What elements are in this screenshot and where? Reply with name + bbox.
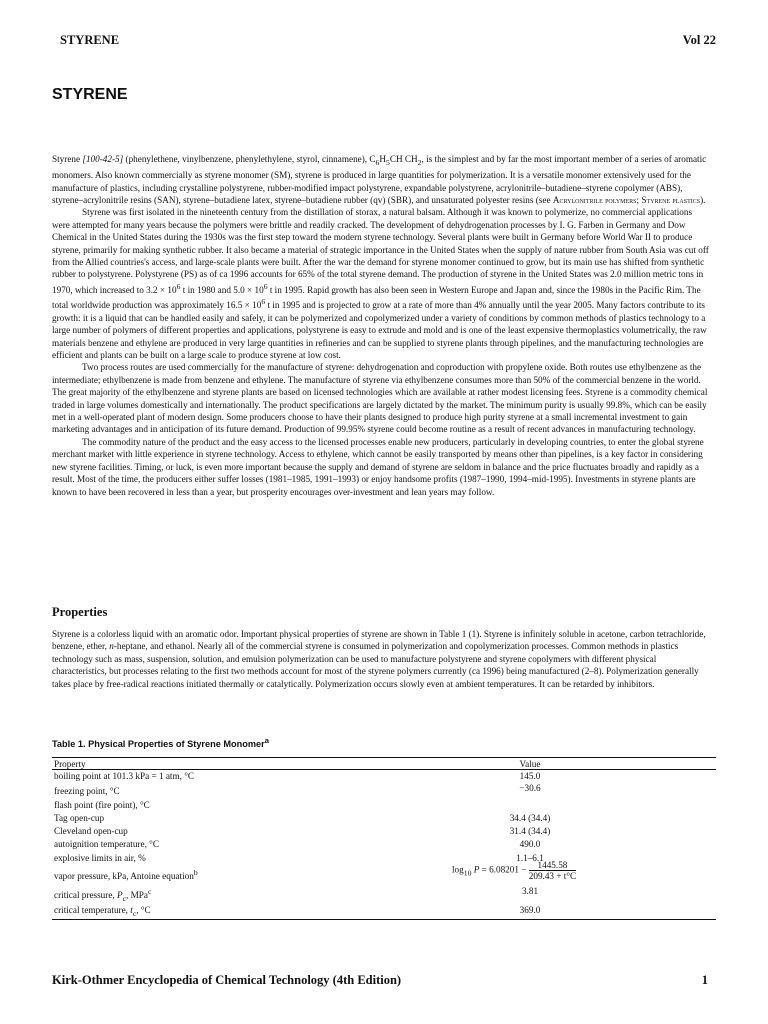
properties-section [52,628,712,690]
article-title: STYRENE [52,86,128,103]
table-rule-header [52,769,716,770]
table-row-property: critical pressure, $P_c$, MPa$^c$ [54,887,152,903]
table-rule-bottom [52,919,716,920]
table-row-property: Cleveland open-cup [54,826,128,836]
table-row-value: 1.1–6.1 [516,853,544,863]
column-header-property: Property [54,759,86,769]
cross-ref-acrylonitrile[interactable]: Acrylonitrile polymers [552,195,637,206]
running-header-volume: Vol 22 [682,33,716,47]
table-row-value: −30.6 [519,783,541,793]
table-rule-top [52,757,716,758]
table-row-property: autoignition temperature, °C [54,839,159,849]
paragraph-3: Two process routes are used commercially for the manufacture of styrene: dehydrogenation and coproduction with propylene oxide. Both routes use ethylbenzene as the intermediate; ethylbenzene is made from benzene and ethylene. The manufacture of styrene via ethylbenzene consumes more than 50% of the commercial benzene in the world. The great majority of the ethylbenzene and styrene plants are based on licensed technologies which are available at rather modest licensing fees. Styrene is a commodity chemical traded in large volumes domestically and internationally. The product specifications are largely dictated by the market. The minimum purity is usually 99.8%, which can be easily met in a well-operated plant of modern design. Some producers choose to have their plants designed to produce high purity styrene at a small incremental investment to gain marketing advantages and in anticipation of its future demand. Production of 99.95% styrene could become routine as a result of recent advances in manufacturing technology. [52,362,708,435]
table-row-value: 490.0 [519,839,541,849]
footer-publication: Kirk-Othmer Encyclopedia of Chemical Technology (4th Edition) [52,973,402,987]
table-footnote-marker[interactable]: a [264,736,270,745]
table-row-value: 145.0 [519,771,541,781]
antoine-equation: $\log_{10} P = 6.08201$ − $\frac{1445.58}{209.43 + t^\circ C}$ [452,860,577,881]
table-row-property: freezing point, °C [54,786,120,796]
table-row-property: vapor pressure, kPa, Antoine equation$^b$ [54,868,198,882]
table-row-property: boiling point at 101.3 kPa = 1 atm, °C [54,771,195,781]
table-row-property: flash point (fire point), °C [54,800,150,810]
page-number: 1 [701,973,708,987]
table-row-value: 31.4 (34.4) [509,826,551,836]
intro-section [52,153,712,498]
properties-paragraph: Styrene is a colorless liquid with an aromatic odor. Important physical properties of styrene are shown in Table 1 (1). Styrene is infinitely soluble in acetone, carbon tetrachloride, benzene, ether, n-heptane, and ethanol. Nearly all of the commercial styrene is consumed in polymerization and copolymerization processes. Common methods in plastics technology such as mass, suspension, solution, and emulsion polymerization can be used to manufacture polystyrene and styrene copolymers with different physical characteristics, but processes relating to the first two methods account for most of the styrene polymers currently (ca 1996) being manufactured (2–8). Polymerization generally takes place by free-radical reactions initiated thermally or catalytically. Polymerization occurs slowly even at ambient temperatures. It can be retarded by inhibitors. [52,629,706,689]
section-heading-properties: Properties [52,605,108,619]
cross-ref-styrene-plastics[interactable]: Styrene plastics [641,195,701,206]
paragraph-4: The commodity nature of the product and the easy access to the licensed processes enable new producers, particularly in developing countries, to enter the global styrene merchant market with little experience in styrene technology. Access to ethylene, which cannot be easily transported by means other than pipelines, is a key factor in considering new styrene facilities. Timing, or luck, is even more important because the supply and demand of styrene are seldom in balance and the price fluctuates broadly and rapidly as a result. Most of the time, the producers either suffer losses (1981–1985, 1991–1993) or enjoy handsome profits (1987–1990, 1994–mid-1995). Investments in styrene plants are known to have been recovered in less than a year, but prosperity encourages over-investment and lean years may follow. [52,436,704,497]
table-row-property: critical temperature, $t_c$, °C [54,905,151,918]
table-row-value: 3.81 [521,886,539,896]
running-header-title: STYRENE [60,33,120,47]
table-row-value: 369.0 [519,905,541,915]
table-caption: Table 1. Physical Properties of Styrene Monomer$^a$ [52,736,270,750]
paragraph-2: Styrene was first isolated in the nineteenth century from the distillation of storax, a natural balsam. Although it was known to polymerize, no commercial applications were attempted for many years because the polymers were brittle and readily cracked. The development of dehydrogenation processes by I. G. Farben in Germany and Dow Chemical in the United States during the 1930s was the first step toward the modern styrene technology. Several plants were built in Germany before World War II to produce styrene, primarily for making synthetic rubber. It also became a material of strategic importance in the United States when the supply of nature rubber from South Asia was cut off from the Allied countries's access, and large-scale plants were built. After the war the demand for styrene monomer continued to grow, but its main use has shifted from synthetic rubber to polystyrene. Polystyrene (PS) as of ca 1996 accounts for 65% of the total styrene demand. The production of styrene in the United States was 2.0 million metric tons in 1970, which increased to $3.2 \times 10^6$ t in 1980 and $5.0 \times 10^6$ t in 1995. Rapid growth has also been seen in Western Europe and Japan and, since the 1980s in the Pacific Rim. The total worldwide production was approximately $16.5 \times 10^6$ t in 1995 and is projected to grow at a rate of more than 4% annually until the year 2005. Many factors contribute to its growth: it is a liquid that can be handled easily and safely, it can be polymerized and copolymerized under a variety of conditions by common methods of plastics technology to a large number of polymers of different properties and applications, polystyrene is easy to extrude and mold and is one of the least expensive thermoplastics volumetrically, the raw materials benzene and ethylene are produced in very large quantities in refineries and can be supplied to styrene plants through pipelines, and the manufacturing technologies are efficient and plants can be built on a large scale to produce styrene at low cost. [52,207,709,361]
column-header-value: Value [519,759,541,769]
cas-number: [100-42-5] [82,154,124,164]
table-row-value: 34.4 (34.4) [509,813,551,823]
table-row-property: explosive limits in air, % [54,853,146,863]
paragraph-1: Styrene [100-42-5] (phenylethene, vinylbenzene, phenylethylene, styrol, cinnamene), $C_6H_5CH$ $CH_2$, is the simplest and by far the most important member of a series of aromatic monomers. Also known commercially as styrene monomer (SM), styrene is produced in large quantities for polymerization. It is a versatile monomer extensively used for the manufacture of plastics, including crystalline polystyrene, rubber-modified impact polystyrene, expandable polystyrene, acrylonitrile–butadiene–styrene copolymer (ABS), styrene–acrylonitrile resins (SAN), styrene–butadiene latex, styrene–butadiene rubber (qv) (SBR), and unsaturated polyester resins (see Acrylonitrile polymers; Styrene plastics). [52,154,707,206]
table-row-property: Tag open-cup [54,813,105,823]
